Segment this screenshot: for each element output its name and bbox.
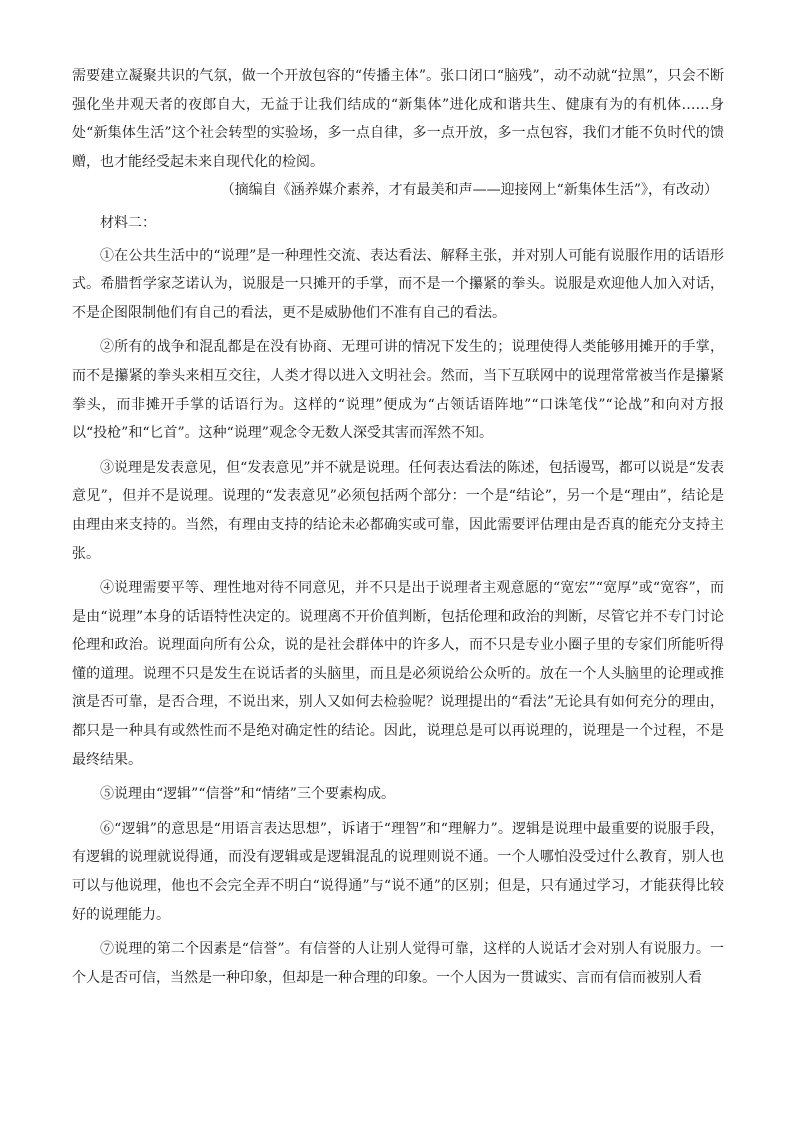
continuation-paragraph: 需要建立凝聚共识的气氛，做一个开放包容的“传播主体”。张口闭口“脑残”，动不动就“拉黑”，只会不断强化坐井观天者的夜郎自大，无益于让我们结成的“新集体”进化成和谐共生、健康有为的有机体……身处“新集体生活”这个社会转型的实验场，多一点自律，多一点开放，多一点包容，我们才能不负时代的馈赠，也才能经受起未来自现代化的检阅。 — [72, 68, 724, 170]
document-page — [72, 62, 724, 992]
paragraph-1: ①在公共生活中的“说理”是一种理性交流、表达看法、解释主张，并对别人可能有说服作用的话语形式。希腊哲学家芝诺认为，说服是一只摊开的手掌，而不是一个攥紧的拳头。说服是欢迎他人加入对话，不是企图限制他们有自己的看法，更不是威胁他们不准有自己的看法。 — [72, 247, 724, 321]
paragraph-7: ⑦说理的第二个因素是“信誉”。有信誉的人让别人觉得可靠，这样的人说话才会对别人有说服力。一个人是否可信，当然是一种印象，但却是一种合理的印象。一个人因为一贯诚实、言而有信而被别人看 — [72, 941, 724, 986]
paragraph-6: ⑥“逻辑”的意思是“用语言表达思想”，诉诸于“理智”和“理解力”。逻辑是说理中最重要的说服手段，有逻辑的说理就说得通，而没有逻辑或是逻辑混乱的说理则说不通。一个人哪怕没受过什么教育，别人也可以与他说理，他也不会完全弄不明白“说得通”与“说不通”的区别；但是，只有通过学习，才能获得比较好的说理能力。 — [72, 820, 724, 923]
source-citation: （摘编自《涵养媒介素养，才有最美和声——迎接网上“新集体生活”》，有改动） — [220, 182, 718, 199]
paragraph-3: ③说理是发表意见，但“发表意见”并不就是说理。任何表达看法的陈述，包括谩骂，都可以说是“发表意见”，但并不是说理。说理的“发表意见”必须包括两个部分：一个是“结论”，另一个是“理由”，结论是由理由来支持的。当然，有理由支持的结论未必都确实或可靠，因此需要评估理由是否真的能充分支持主张。 — [72, 459, 724, 562]
paragraph-5: ⑤说理由“逻辑”“信誉”和“情绪”三个要素构成。 — [100, 786, 395, 803]
paragraph-4: ④说理需要平等、理性地对待不同意见，并不只是出于说理者主观意愿的“宽宏”“宽厚”或“宽容”，而是由“说理”本身的话语特性决定的。说理离不开价值判断，包括伦理和政治的判断，尽管它并不专门讨论伦理和政治。说理面向所有公众，说的是社会群体中的许多人，而不只是专业小圈子里的专家们所能听得懂的道理。说理不只是发生在说话者的头脑里，而且是必须说给公众听的。放在一个人头脑里的论理或推演是否可靠，是否合理，不说出来，别人又如何去检验呢？说理提出的“看法”无论具有如何充分的理由，都只是一种具有或然性而不是绝对确定性的结论。因此，说理总是可以再说理的，说理是一个过程，不是最终结果。 — [72, 580, 724, 768]
material-heading: 材料二： — [100, 214, 156, 231]
paragraph-2: ②所有的战争和混乱都是在没有协商、无理可讲的情况下发生的；说理使得人类能够用摊开的手掌，而不是攥紧的拳头来相互交往，人类才得以进入文明社会。然而，当下互联网中的说理常常被当作是攥紧拳头，而非摊开手掌的话语行为。这样的“说理”便成为“占领话语阵地”“口诛笔伐”“论战”和向对方报以“投枪”和“匕首”。这种“说理”观念令无数人深受其害而浑然不知。 — [72, 339, 724, 442]
